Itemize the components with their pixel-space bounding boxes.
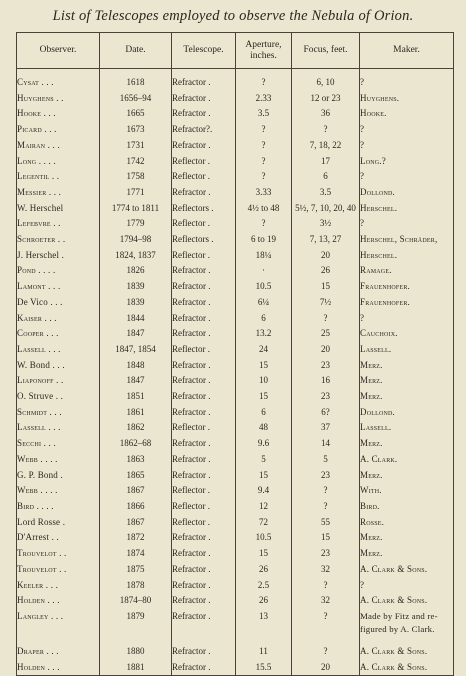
table-row	[17, 546, 454, 562]
focus-cell: 23	[292, 389, 360, 405]
table-row	[17, 138, 454, 154]
observer-cell: Cysat . . .	[17, 77, 54, 87]
telescope-cell: Refractor .	[172, 279, 236, 295]
observer-cell: Webb . . . .	[17, 485, 58, 496]
date-cell: 1656–94	[100, 91, 172, 107]
aperture-cell: 13.2	[236, 326, 292, 342]
aperture-cell: 15	[236, 546, 292, 562]
aperture-cell: 6 to 19	[236, 232, 292, 248]
focus-cell: 6, 10	[292, 75, 360, 91]
date-cell: 1771	[100, 185, 172, 201]
focus-cell: 7½	[292, 295, 360, 311]
observer-cell: Lord Rosse .	[17, 516, 66, 527]
maker-cell: Lassell.	[360, 420, 454, 436]
aperture-cell: 72	[236, 515, 292, 531]
maker-cell: ?	[360, 122, 454, 138]
aperture-cell: 15	[236, 468, 292, 484]
maker-cell: Merz.	[360, 389, 454, 405]
column-header-focus: Focus, feet.	[292, 33, 360, 69]
telescope-cell: Refractor .	[172, 660, 236, 676]
focus-cell: 32	[292, 562, 360, 578]
focus-cell: 32	[292, 593, 360, 609]
focus-cell: 17	[292, 154, 360, 170]
date-cell: 1779	[100, 216, 172, 232]
observer-cell: Liaponoff . .	[17, 375, 64, 386]
focus-cell: 55	[292, 515, 360, 531]
aperture-cell: 10.5	[236, 279, 292, 295]
focus-cell: 14	[292, 436, 360, 452]
observer-cell: Lamont . . .	[17, 281, 61, 292]
maker-cell: ?	[360, 216, 454, 232]
aperture-cell: 15	[236, 389, 292, 405]
telescope-cell: Refractor .	[172, 644, 236, 660]
focus-cell: 6?	[292, 405, 360, 421]
maker-cell: A. Clark & Sons.	[360, 593, 454, 609]
maker-cell: Dollond.	[360, 405, 454, 421]
date-cell: 1731	[100, 138, 172, 154]
table-row	[17, 452, 454, 468]
observer-cell: W. Bond . . .	[17, 359, 65, 370]
focus-cell: 20	[292, 248, 360, 264]
date-cell: 1872	[100, 530, 172, 546]
telescope-cell: Refractor .	[172, 91, 236, 107]
observer-cell: Mairan . . .	[17, 139, 60, 150]
aperture-cell: ?	[236, 216, 292, 232]
focus-cell: 36	[292, 106, 360, 122]
date-cell: 1867	[100, 515, 172, 531]
date-cell: 1862	[100, 420, 172, 436]
date-cell: 1862–68	[100, 436, 172, 452]
observer-cell: Keeler . . .	[17, 579, 59, 590]
observer-cell: Webb . . . .	[17, 453, 58, 464]
maker-cell: Merz.	[360, 468, 454, 484]
telescope-cell: Refractor .	[172, 185, 236, 201]
date-cell: 1875	[100, 562, 172, 578]
focus-cell: 26	[292, 263, 360, 279]
maker-cell: Hooke.	[360, 106, 454, 122]
observer-cell: D'Arrest . .	[17, 532, 60, 543]
aperture-cell: ?	[236, 154, 292, 170]
table-row	[17, 468, 454, 484]
aperture-cell: 10	[236, 373, 292, 389]
table-row	[17, 389, 454, 405]
aperture-cell: ?	[236, 122, 292, 138]
telescope-cell: Refractor .	[172, 311, 236, 327]
focus-cell: 6	[292, 169, 360, 185]
observer-cell: Trouvelot . .	[17, 563, 67, 574]
date-cell: 1758	[100, 169, 172, 185]
aperture-cell: 15.5	[236, 660, 292, 676]
table-row	[17, 373, 454, 389]
observer-cell: Picard . . .	[17, 124, 57, 135]
maker-cell: Lassell.	[360, 342, 454, 358]
focus-cell: 3½	[292, 216, 360, 232]
table-row	[17, 232, 454, 248]
date-cell: 1742	[100, 154, 172, 170]
aperture-cell: 24	[236, 342, 292, 358]
focus-cell: 3.5	[292, 185, 360, 201]
table-row	[17, 660, 454, 676]
aperture-cell: ?	[236, 169, 292, 185]
table-row	[17, 499, 454, 515]
focus-cell: 5	[292, 452, 360, 468]
aperture-cell: 9.4	[236, 483, 292, 499]
maker-cell: Cauchoix.	[360, 326, 454, 342]
aperture-cell: 9.6	[236, 436, 292, 452]
maker-cell: Merz.	[360, 530, 454, 546]
table-row	[17, 358, 454, 374]
table-row	[17, 263, 454, 279]
date-cell: 1879	[100, 609, 172, 638]
focus-cell: ?	[292, 122, 360, 138]
maker-cell: A. Clark & Sons.	[360, 644, 454, 660]
column-header-telescope: Telescope.	[172, 33, 236, 69]
date-cell: 1794–98	[100, 232, 172, 248]
table-row	[17, 154, 454, 170]
telescope-cell: Reflectors .	[172, 232, 236, 248]
aperture-cell: 15	[236, 358, 292, 374]
maker-cell: Huyghens.	[360, 91, 454, 107]
observer-cell: Holden . . .	[17, 595, 60, 606]
maker-cell: Herschel.	[360, 201, 454, 217]
aperture-cell: 6¼	[236, 295, 292, 311]
observer-cell: De Vico . . .	[17, 296, 63, 307]
aperture-cell: 4½ to 48	[236, 201, 292, 217]
telescope-cell: Refractor?.	[172, 122, 236, 138]
table-row	[17, 106, 454, 122]
maker-cell: A. Clark & Sons.	[360, 562, 454, 578]
table-row	[17, 75, 454, 91]
telescope-cell: Refractor .	[172, 530, 236, 546]
observer-cell: Legentil . .	[17, 171, 60, 182]
date-cell: 1867	[100, 483, 172, 499]
aperture-cell: ?	[236, 75, 292, 91]
focus-cell: ?	[292, 578, 360, 594]
date-cell: 1865	[100, 468, 172, 484]
table-row	[17, 609, 454, 638]
date-cell: 1844	[100, 311, 172, 327]
telescope-cell: Refractor .	[172, 405, 236, 421]
aperture-cell: 2.33	[236, 91, 292, 107]
focus-cell: 16	[292, 373, 360, 389]
table-row	[17, 122, 454, 138]
date-cell: 1881	[100, 660, 172, 676]
table-row	[17, 326, 454, 342]
date-cell: 1874	[100, 546, 172, 562]
date-cell: 1839	[100, 279, 172, 295]
observer-cell: Draper . . .	[17, 645, 59, 656]
maker-cell: ?	[360, 138, 454, 154]
focus-cell: 20	[292, 342, 360, 358]
column-header-observer: Observer.	[17, 33, 100, 69]
aperture-cell: 5	[236, 452, 292, 468]
aperture-cell: 3.5	[236, 106, 292, 122]
telescope-cell: Refractor .	[172, 138, 236, 154]
date-cell: 1824, 1837	[100, 248, 172, 264]
table-row	[17, 295, 454, 311]
table-row	[17, 342, 454, 358]
date-cell: 1839	[100, 295, 172, 311]
telescope-cell: Reflector .	[172, 154, 236, 170]
table-row	[17, 562, 454, 578]
observer-cell: Long . . . .	[17, 155, 56, 166]
table-row	[17, 216, 454, 232]
date-cell: 1880	[100, 644, 172, 660]
focus-cell: 15	[292, 279, 360, 295]
observer-cell: Schroeter . .	[17, 234, 66, 245]
aperture-cell: 10.5	[236, 530, 292, 546]
telescope-cell: Reflector .	[172, 216, 236, 232]
maker-cell: Bird.	[360, 499, 454, 515]
maker-cell: Frauenhofer.	[360, 295, 454, 311]
telescope-cell: Refractor .	[172, 326, 236, 342]
table-row	[17, 169, 454, 185]
focus-cell: ?	[292, 499, 360, 515]
observer-cell: O. Struve . .	[17, 391, 64, 402]
table-row	[17, 91, 454, 107]
focus-cell: 23	[292, 468, 360, 484]
table-row	[17, 311, 454, 327]
date-cell: 1774 to 1811	[100, 201, 172, 217]
telescope-cell: Refractor .	[172, 562, 236, 578]
date-cell: 1826	[100, 263, 172, 279]
observer-cell: Langley . . .	[17, 610, 64, 621]
observer-cell: Hooke . . .	[17, 108, 56, 119]
observer-cell: Lassell . . .	[17, 422, 61, 433]
maker-cell: Made by Fitz and re-figured by A. Clark.	[360, 609, 454, 638]
focus-cell: 15	[292, 530, 360, 546]
table-row	[17, 530, 454, 546]
observer-cell: G. P. Bond .	[17, 469, 63, 480]
aperture-cell: 48	[236, 420, 292, 436]
focus-cell: 37	[292, 420, 360, 436]
focus-cell: ?	[292, 311, 360, 327]
column-header-date: Date.	[100, 33, 172, 69]
maker-cell: Merz.	[360, 373, 454, 389]
table-body	[17, 69, 454, 676]
telescope-cell: Reflector .	[172, 248, 236, 264]
aperture-cell: 11	[236, 644, 292, 660]
observer-cell: Secchi . . .	[17, 438, 56, 449]
telescope-cell: Refractor .	[172, 578, 236, 594]
aperture-cell: 6	[236, 405, 292, 421]
aperture-cell: 12	[236, 499, 292, 515]
date-cell: 1848	[100, 358, 172, 374]
observer-cell: Kaiser . . .	[17, 312, 57, 323]
observer-cell: Trouvelot . .	[17, 548, 67, 559]
telescope-cell: Refractor .	[172, 546, 236, 562]
maker-cell: A. Clark.	[360, 452, 454, 468]
date-cell: 1847	[100, 373, 172, 389]
maker-cell: Dollond.	[360, 185, 454, 201]
telescope-cell: Reflector .	[172, 499, 236, 515]
observer-cell: Lassell . . .	[17, 343, 61, 354]
aperture-cell: 6	[236, 311, 292, 327]
aperture-cell: 13	[236, 609, 292, 638]
telescope-cell: Reflector .	[172, 169, 236, 185]
telescope-cell: Refractor .	[172, 468, 236, 484]
telescope-cell: Refractor .	[172, 295, 236, 311]
maker-cell: Long.?	[360, 154, 454, 170]
observer-cell: Lefebvre . .	[17, 218, 61, 229]
telescope-cell: Refractor .	[172, 373, 236, 389]
telescope-cell: Refractor .	[172, 75, 236, 91]
aperture-cell: 26	[236, 593, 292, 609]
table-row	[17, 436, 454, 452]
date-cell: 1861	[100, 405, 172, 421]
telescope-cell: Refractor .	[172, 452, 236, 468]
table-row	[17, 279, 454, 295]
aperture-cell: 18¼	[236, 248, 292, 264]
maker-cell: ?	[360, 169, 454, 185]
observer-cell: Cooper . . .	[17, 328, 59, 339]
date-cell: 1673	[100, 122, 172, 138]
table-row	[17, 405, 454, 421]
table-row	[17, 185, 454, 201]
observer-cell: Bird . . . .	[17, 500, 54, 511]
observer-cell: Huyghens . .	[17, 92, 64, 103]
maker-cell: Herschel, Schräder,	[360, 232, 454, 248]
observer-cell: Holden . . .	[17, 661, 60, 672]
telescope-cell: Refractor .	[172, 593, 236, 609]
date-cell: 1665	[100, 106, 172, 122]
telescope-cell: Refractor .	[172, 389, 236, 405]
table-row	[17, 578, 454, 594]
telescope-cell: Reflector .	[172, 515, 236, 531]
telescope-cell: Refractor .	[172, 106, 236, 122]
table-row	[17, 248, 454, 264]
table-header-row	[17, 33, 454, 69]
maker-cell: ?	[360, 311, 454, 327]
date-cell: 1851	[100, 389, 172, 405]
telescope-cell: Refractor .	[172, 263, 236, 279]
telescope-cell: Reflector .	[172, 420, 236, 436]
date-cell: 1866	[100, 499, 172, 515]
date-cell: 1847	[100, 326, 172, 342]
maker-cell: Merz.	[360, 436, 454, 452]
telescope-cell: Reflector .	[172, 483, 236, 499]
column-header-maker: Maker.	[360, 33, 454, 69]
aperture-cell: ?	[236, 138, 292, 154]
telescope-table	[16, 32, 454, 676]
maker-cell: Herschel.	[360, 248, 454, 264]
focus-cell: ?	[292, 644, 360, 660]
maker-cell: Rosse.	[360, 515, 454, 531]
maker-cell: Merz.	[360, 546, 454, 562]
table-row	[17, 593, 454, 609]
observer-cell: W. Herschel	[17, 202, 64, 213]
focus-cell: 7, 18, 22	[292, 138, 360, 154]
focus-cell: 20	[292, 660, 360, 676]
date-cell: 1874–80	[100, 593, 172, 609]
observer-cell: J. Herschel .	[17, 249, 65, 260]
table-row	[17, 644, 454, 660]
date-cell: 1847, 1854	[100, 342, 172, 358]
aperture-cell: 26	[236, 562, 292, 578]
focus-cell: ?	[292, 609, 360, 638]
maker-cell: With.	[360, 483, 454, 499]
maker-cell: Ramage.	[360, 263, 454, 279]
page-title: List of Telescopes employed to observe the Nebula of Orion.	[52, 8, 414, 24]
telescope-cell: Refractor .	[172, 436, 236, 452]
focus-cell: ?	[292, 483, 360, 499]
column-header-aperture: Aperture, inches.	[236, 33, 292, 69]
telescope-cell: Reflector .	[172, 342, 236, 358]
maker-cell: Merz.	[360, 358, 454, 374]
maker-cell: Frauenhofer.	[360, 279, 454, 295]
maker-cell: A. Clark & Sons.	[360, 660, 454, 676]
table-row	[17, 483, 454, 499]
maker-cell: ?	[360, 75, 454, 91]
focus-cell: 12 or 23	[292, 91, 360, 107]
observer-cell: Schmidt . . .	[17, 406, 62, 417]
observer-cell: Messier . . .	[17, 186, 62, 197]
focus-cell: 5½, 7, 10, 20, 40	[292, 201, 360, 217]
focus-cell: 25	[292, 326, 360, 342]
date-cell: 1618	[100, 75, 172, 91]
observer-cell: Pond . . . .	[17, 265, 56, 276]
maker-cell: ?	[360, 578, 454, 594]
table-row	[17, 201, 454, 217]
focus-cell: 23	[292, 358, 360, 374]
telescope-cell: Refractor .	[172, 358, 236, 374]
aperture-cell: 2.5	[236, 578, 292, 594]
telescope-cell: Refractor .	[172, 609, 236, 638]
table-row	[17, 515, 454, 531]
focus-cell: 23	[292, 546, 360, 562]
telescope-cell: Reflectors .	[172, 201, 236, 217]
focus-cell: 7, 13, 27	[292, 232, 360, 248]
date-cell: 1863	[100, 452, 172, 468]
date-cell: 1878	[100, 578, 172, 594]
aperture-cell: 3.33	[236, 185, 292, 201]
table-row	[17, 420, 454, 436]
aperture-cell: ·	[236, 263, 292, 279]
